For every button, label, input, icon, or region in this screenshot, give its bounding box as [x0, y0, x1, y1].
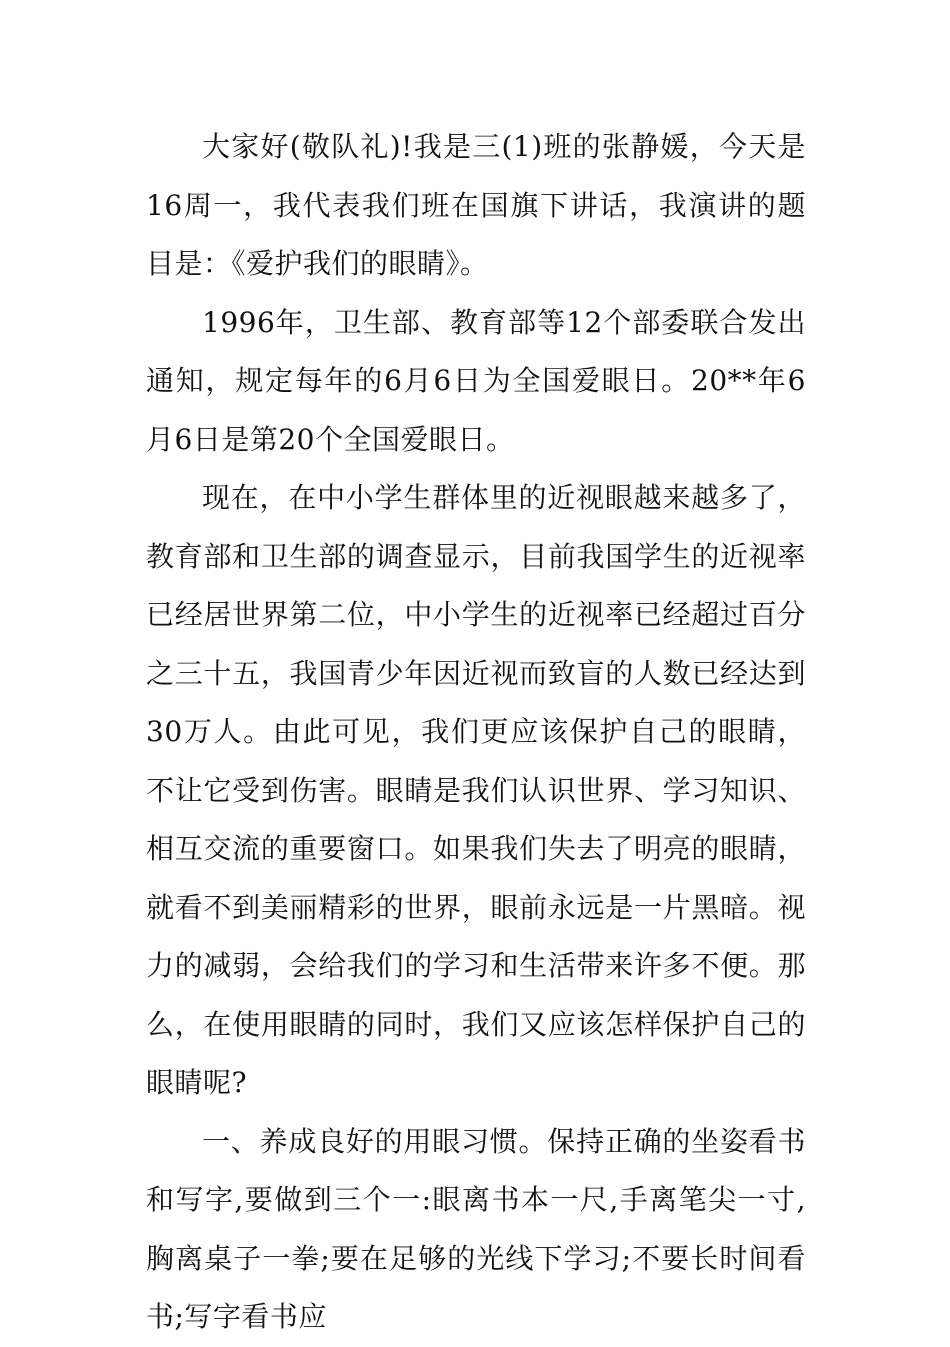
paragraph-myopia-situation: 现在，在中小学生群体里的近视眼越来越多了，教育部和卫生部的调查显示，目前我国学生的近视率已经居世界第二位，中小学生的近视率已经超过百分之三十五，我国青少年因近视而致盲的人数已经达到30万人。由此可见，我们更应该保护自己的眼睛，不让它受到伤害。眼睛是我们认识世界、学习知识、相互交流的重要窗口。如果我们失去了明亮的眼睛，就看不到美丽精彩的世界，眼前永远是一片黑暗。视力的减弱，会给我们的学习和生活带来许多不便。那么，在使用眼睛的同时，我们又应该怎样保护自己的眼睛呢? [146, 481, 806, 1099]
document-body [146, 118, 806, 1347]
paragraph-good-habits: 一、养成良好的用眼习惯。保持正确的坐姿看书和写字,要做到三个一:眼离书本一尺,手离笔尖一寸,胸离桌子一拳;要在足够的光线下学习;不要长时间看书;写字看书应 [146, 1124, 806, 1333]
paragraph-greeting: 大家好(敬队礼)!我是三(1)班的张静媛，今天是16周一，我代表我们班在国旗下讲话，我演讲的题目是：《爱护我们的眼睛》。 [146, 130, 806, 280]
paragraph-eye-day-origin: 1996年，卫生部、教育部等12个部委联合发出通知，规定每年的6月6日为全国爱眼日。20**年6月6日是第20个全国爱眼日。 [146, 305, 806, 456]
